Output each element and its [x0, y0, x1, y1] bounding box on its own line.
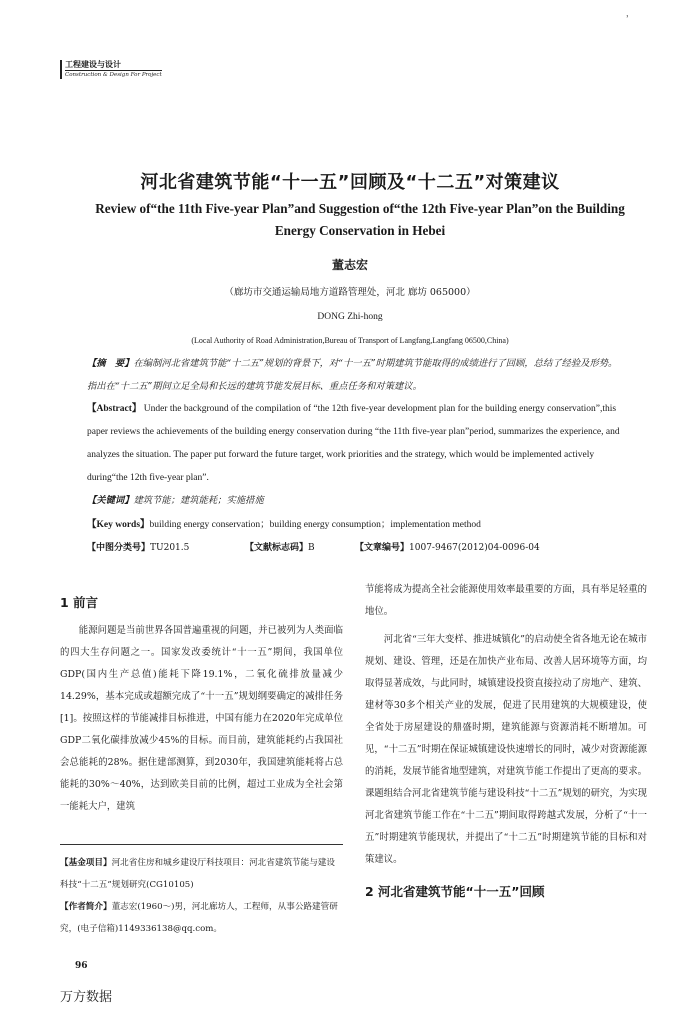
author-zh: 董志宏 — [331, 258, 368, 272]
keywords-en-label: 【Key words】 — [87, 520, 150, 530]
fund-label: 【基金项目】 — [60, 858, 112, 868]
affiliation-en: (Local Authority of Road Administration,Bureau of Transport of Langfang,Langfang 06500,China) — [191, 336, 509, 345]
section1-paragraph: 能源问题是当前世界各国普遍重视的问题，并已被列为人类面临的四大生存问题之一。国家发改委统计“十一五”期间，我国单位GDP(国内生产总值)能耗下降19.1%，二氧化硫排放量减少14.29%，基本完成或超额完成了“十一五”规划纲要确定的减排任务[1]。按照这样的节能减排目标推进，中国有能力在2020年完成单位GDP二氧化碳排放减少45%的目标。而目前，建筑能耗约占我国社会总能耗的28%。据住建部测算，到2030年，我国建筑能耗将占总能耗的30%～40%，达到欧美目前的比例，超过工业成为全社会第一能耗大户，建筑 — [60, 625, 343, 812]
author-en: DONG Zhi-hong — [317, 312, 383, 322]
doc-code — [245, 540, 315, 553]
author-note-text: 董志宏(1960～)男，河北廊坊人，工程师，从事公路建管研究，(电子信箱)1149336138@qq.com。 — [60, 902, 338, 934]
section1-title: 1 前言 — [60, 595, 99, 610]
abstract-en-text: Under the background of the compilation of “the 12th five-year development plan for the building energy conservation”,this paper reviews the achievements of the building energy conservation during “the 11th five-year plan”period, summarizes the experience, and analyzes the situation. The paper put forward the future target, work priorities and the strategy, which would be implemented actively during“the 12th five-year plan”. — [87, 404, 620, 483]
clc-value: TU201.5 — [150, 543, 190, 553]
section2-title: 2 河北省建筑节能“十一五”回顾 — [365, 884, 545, 899]
title-zh: 河北省建筑节能“十一五”回顾及“十二五”对策建议 — [140, 172, 560, 193]
article-number — [355, 540, 540, 553]
abstract-zh-text: 在编制河北省建筑节能“十二五”规划的背景下，对“十一五”时期建筑节能取得的成绩进行了回顾，总结了经验及形势。指出在“十二五”期间立足全局和长远的建筑节能发展目标、重点任务和对策建议。 — [87, 358, 618, 392]
author-note-label: 【作者简介】 — [60, 902, 112, 912]
doc-value: B — [308, 543, 315, 553]
right-paragraph-1: 河北省“三年大变样、推进城镇化”的启动使全省各地无论在城市规划、建设、管理，还是在加快产业布局、改善人居环境等方面，均取得显著成效，与此同时，城镇建设投资直接拉动了房地产、建筑、建材等30多个相关产业的发展，促进了民用建筑的大规模建设，使全省处于房屋建设的鼎盛时期，建筑能源与资源消耗不断增加。可见，“十二五”时期在保证城镇建设快速增长的同时，减少对资源能源的消耗，发展节能省地型建筑，对建筑节能工作提出了更高的要求。课题组结合河北省建筑节能与建设科技“十二五”规划的研究，为实现河北省建筑节能工作在“十二五”期间取得跨越式发展，分析了“十一五”时期建筑节能现状，并提出了“十二五”时期建筑节能的目标和对策建议。 — [365, 634, 647, 865]
journal-name-en: Construction & Design For Project — [65, 72, 162, 78]
clc-label: 【中图分类号】 — [87, 543, 151, 553]
journal-brand — [60, 60, 162, 79]
fund-note — [60, 852, 343, 896]
footnote-rule — [60, 844, 343, 845]
abstract-zh — [87, 352, 625, 398]
abstract-en-label: 【Abstract】 — [87, 404, 142, 414]
abstract-en — [87, 398, 625, 490]
page-number: 96 — [75, 961, 88, 971]
article-value: 1007-9467(2012)04-0096-04 — [409, 543, 540, 553]
left-column — [60, 592, 343, 818]
keywords-zh-label: 【关键词】 — [87, 495, 134, 506]
keywords-en — [87, 516, 481, 530]
right-column — [365, 579, 647, 903]
keywords-en-text: building energy conservation；building energy consumption；implementation method — [149, 520, 481, 530]
clc-code — [87, 540, 189, 553]
keywords-zh-text: 建筑节能；建筑能耗；实施措施 — [133, 495, 264, 506]
article-label: 【文章编号】 — [355, 543, 410, 553]
author-note — [60, 896, 343, 940]
keywords-zh — [87, 492, 264, 506]
footnote — [60, 852, 343, 940]
affiliation-zh: （廊坊市交通运输局地方道路管理处，河北 廊坊 065000） — [224, 287, 476, 298]
journal-name-zh: 工程建设与设计 — [65, 60, 121, 69]
abstract-zh-label: 【摘 要】 — [87, 358, 134, 369]
right-paragraph-continued: 节能将成为提高全社会能源使用效率最重要的方面，具有举足轻重的地位。 — [365, 584, 647, 617]
watermark: 万方数据 — [60, 990, 113, 1005]
fund-text: 河北省住房和城乡建设厅科技项目：河北省建筑节能与建设科技“十二五”规划研究(CG10105) — [60, 858, 336, 890]
title-en: Review of“the 11th Five-year Plan”and Suggestion of“the 12th Five-year Plan”on the Building Energy Conservation in Hebei — [95, 201, 625, 238]
doc-label: 【文献标志码】 — [245, 543, 309, 553]
corner-mark: ， — [626, 9, 634, 18]
